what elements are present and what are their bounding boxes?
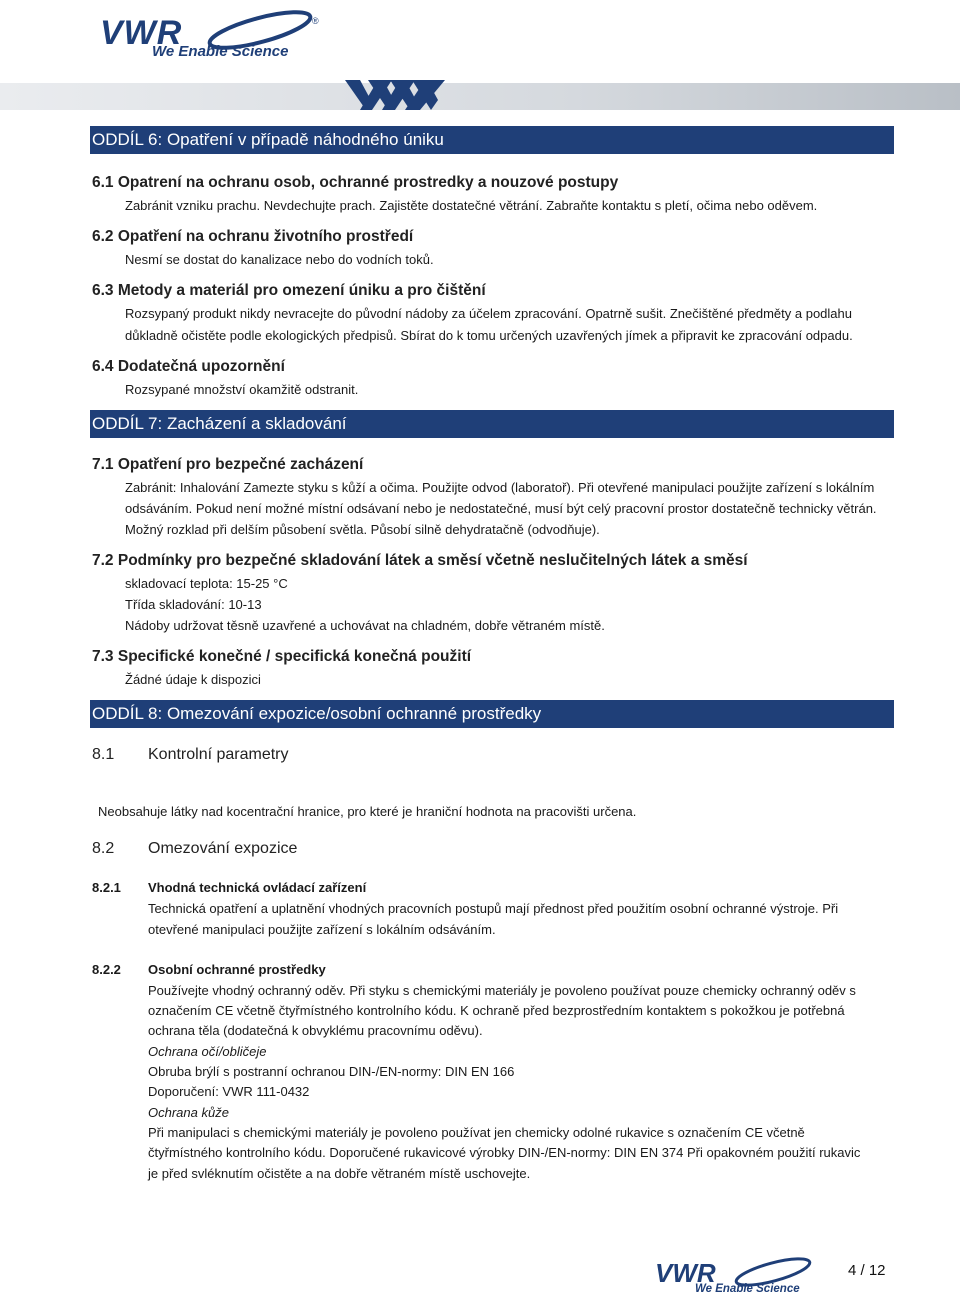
subsection-6-3-text-1: Rozsypaný produkt nikdy nevracejte do původní nádoby za účelem zpracování. Opatrně sušit. Znečištěné předměty a podlahu (125, 306, 852, 321)
header-logo (100, 10, 320, 62)
subsection-8-1-number: 8.1 (92, 746, 115, 763)
eye-protection-text-1: Obruba brýlí s postranní ochranou DIN-/EN-normy: DIN EN 166 (148, 1064, 515, 1079)
section-6-title: ODDÍL 6: Opatření v případě náhodného úniku (90, 126, 894, 154)
subsection-7-2-text-1: skladovací teplota: 15-25 °C (125, 576, 288, 591)
subsection-6-4-text: Rozsypané množství okamžitě odstranit. (125, 382, 359, 397)
subsection-7-1-text-2: odsáváním. Pokud není možné místní odsávaní nebo je nedostatečné, musí být celý pracovní prostor dostatečně technicky větrán. (125, 501, 877, 516)
skin-protection-text-2: čtyřmístného kontrolního kódu. Doporučené rukavicové výrobky DIN-/EN-normy: DIN EN 374 Při opakovném použití rukavic (148, 1145, 861, 1160)
footer-logo-text: VWR (655, 1258, 716, 1288)
eye-protection-title: Ochrana očí/obličeje (148, 1044, 267, 1059)
subsection-6-4-heading: 6.4 Dodatečná upozornění (92, 358, 285, 375)
subsection-8-2-2-text-2: označením CE včetně čtyřmístného kontrolního kódu. K ochraně před bezprostředním kontaktem s pokožkou je potřebná (148, 1003, 845, 1018)
subsection-7-2-text-3: Nádoby udržovat těsně uzavřené a uchovávat na chladném, dobře větraném místě. (125, 618, 605, 633)
subsection-6-2-text: Nesmí se dostat do kanalizace nebo do vodních toků. (125, 252, 434, 267)
subsection-7-1-text-3: Možný rozklad při delším působení světla. Působí silně dehydratačně (odvodňuje). (125, 522, 600, 537)
subsection-8-2-1-text-2: otevřené manipulaci použijte zařízení s lokálním odsáváním. (148, 922, 496, 937)
page-number: 4 / 12 (848, 1262, 886, 1279)
subsection-8-2-2-heading: Osobní ochranné prostředky (148, 962, 326, 977)
eye-protection-text-2: Doporučení: VWR 111-0432 (148, 1084, 310, 1099)
subsection-6-1-heading: 6.1 Opatrení na ochranu osob, ochranné prostredky a nouzové postupy (92, 174, 619, 191)
subsection-6-3-heading: 6.3 Metody a materiál pro omezení úniku a pro čištění (92, 282, 486, 299)
subsection-8-2-2-text-1: Používejte vhodný ochranný oděv. Při styku s chemickými materiály je povoleno používat pouze chemicky ochranný oděv s (148, 983, 856, 998)
subsection-8-1-heading: Kontrolní parametry (148, 746, 289, 763)
skin-protection-title: Ochrana kůže (148, 1105, 229, 1120)
subsection-8-2-2-number: 8.2.2 (92, 962, 121, 977)
header-logo-tagline: We Enable Science (152, 43, 289, 60)
svg-text:®: ® (312, 16, 319, 26)
header-band-graphic (0, 80, 960, 110)
footer-logo (655, 1256, 815, 1298)
subsection-8-2-number: 8.2 (92, 840, 115, 857)
subsection-8-2-2-text-3: ochrana těla (dodatečná k obvyklému pracovnímu oděvu). (148, 1023, 483, 1038)
subsection-8-2-heading: Omezování expozice (148, 840, 298, 857)
skin-protection-text-1: Při manipulaci s chemickými materiály je povoleno používat jen chemicky odolné rukavice s označením CE včetně (148, 1125, 805, 1140)
section-7-title: ODDÍL 7: Zacházení a skladování (90, 410, 894, 438)
section-8-title: ODDÍL 8: Omezování expozice/osobní ochranné prostředky (90, 700, 894, 728)
subsection-8-2-1-text-1: Technická opatření a uplatnění vhodných pracovních postupů mají přednost před použitím osobní ochranné výstroje. Při (148, 901, 839, 916)
subsection-6-2-heading: 6.2 Opatření na ochranu životního prostředí (92, 228, 414, 245)
subsection-7-1-text-1: Zabránit: Inhalování Zamezte styku s kůží a očima. Použijte odvod (laboratoř). Při otevřené manipulaci použijte zařízení s lokálním (125, 480, 875, 495)
subsection-7-2-heading: 7.2 Podmínky pro bezpečné skladování látek a směsí včetně neslučitelných látek a směsí (92, 552, 748, 569)
subsection-8-2-1-heading: Vhodná technická ovládací zařízení (148, 880, 367, 895)
subsection-6-1-text: Zabránit vzniku prachu. Nevdechujte prach. Zajistěte dostatečné větrání. Zabraňte kontaktu s pletí, očima nebo oděvem. (125, 198, 818, 213)
skin-protection-text-3: je před svléknutím očistěte a na dobře větraném místě uschovejte. (148, 1166, 531, 1181)
subsection-7-3-heading: 7.3 Specifické konečné / specifická konečná použití (92, 648, 472, 665)
subsection-7-3-text: Žádné údaje k dispozici (125, 672, 261, 687)
subsection-8-1-text: Neobsahuje látky nad kocentrační hranice, pro které je hraniční hodnota na pracovišti určena. (98, 804, 637, 819)
subsection-7-1-heading: 7.1 Opatření pro bezpečné zacházení (92, 456, 364, 473)
header-logo-text: VWR (100, 14, 183, 52)
header-band (0, 80, 960, 110)
footer-logo-tagline: We Enable Science (695, 1283, 800, 1295)
subsection-7-2-text-2: Třída skladování: 10-13 (125, 597, 262, 612)
subsection-8-2-1-number: 8.2.1 (92, 880, 121, 895)
subsection-6-3-text-2: důkladně očistěte podle ekologických předpisů. Sbírat do k tomu určených uzavřených jímek a připravit ke zpracování odpadu. (125, 328, 853, 343)
